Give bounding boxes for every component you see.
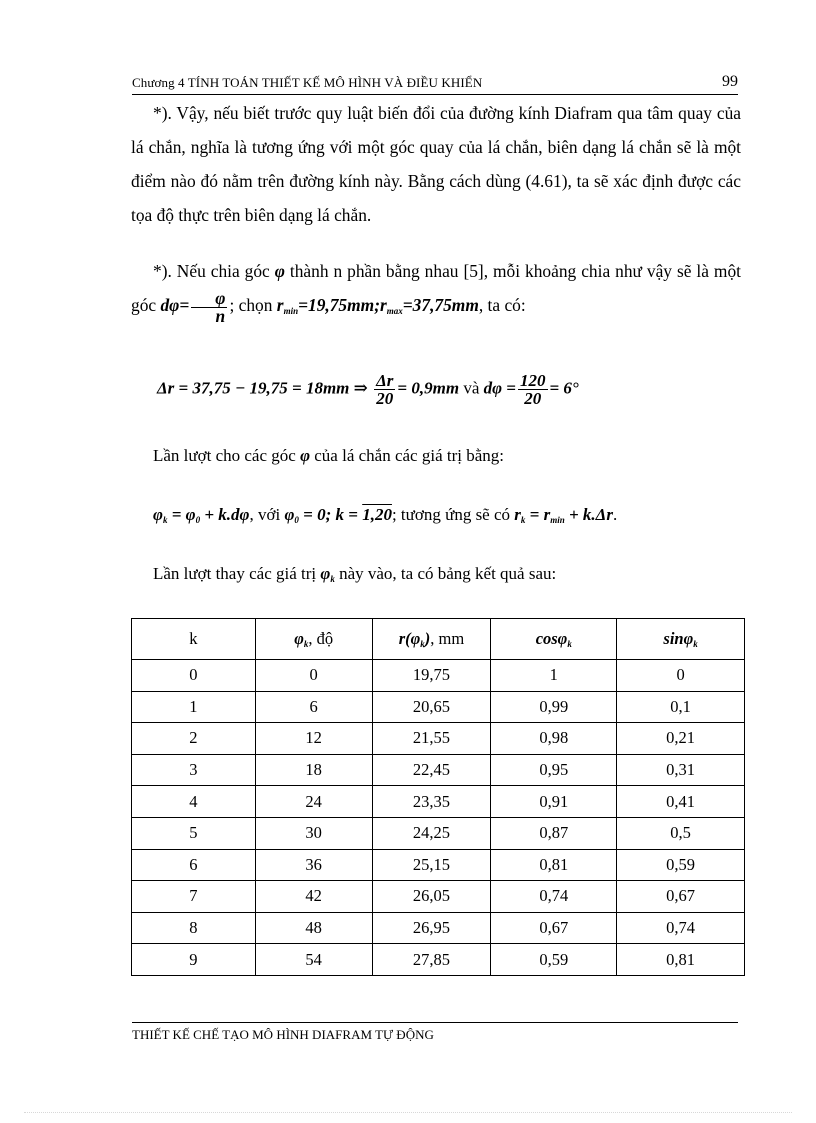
paragraph-2: *). Nếu chia góc φ thành n phần bằng nhau [5], mỗi khoảng chia như vậy sẽ là một góc dφ= $\frac{\varphi}{n}$ ; chọn $r_{min}=19,75mm;r_{max}=37,75mm$, ta có: [131, 261, 741, 326]
table-cell: 6 [255, 691, 372, 723]
table-row [132, 786, 745, 818]
chapter-title: Chương 4 TÍNH TOÁN THIẾT KẾ MÔ HÌNH VÀ ĐIỀU KHIỂN [132, 75, 483, 90]
table-cell: 0,99 [491, 691, 617, 723]
fraction: $\frac{\varphi}{n}$ [191, 290, 227, 325]
table-cell: 0,74 [617, 912, 745, 944]
page-footer: THIẾT KẾ CHẾ TẠO MÔ HÌNH DIAFRAM TỰ ĐỘNG [132, 1022, 738, 1043]
table-cell: 0,74 [491, 881, 617, 913]
page-divider [24, 1112, 792, 1113]
table-header-row [132, 619, 745, 660]
table-cell: 7 [132, 881, 256, 913]
table-cell: 22,45 [372, 754, 491, 786]
table-cell: 24,25 [372, 817, 491, 849]
table-cell: 24 [255, 786, 372, 818]
table-cell: 0,81 [617, 944, 745, 976]
table-cell: 26,95 [372, 912, 491, 944]
table-cell: 0,91 [491, 786, 617, 818]
table-cell: 0,59 [617, 849, 745, 881]
equation-1: Δr = 37,75 − 19,75 = 18mm ⇒ $\frac{\Delta r}{20}$ = 0,9mm và dφ = $\frac{120}{20}$ = 6° [157, 371, 579, 408]
table-body [132, 660, 745, 976]
table-cell: 0 [132, 660, 256, 692]
table-cell: 48 [255, 912, 372, 944]
header-k: k [132, 619, 256, 660]
table-cell: 0,81 [491, 849, 617, 881]
header-r: $r(\varphi_k)$, mm [372, 619, 491, 660]
table-row [132, 944, 745, 976]
table-cell: 0 [617, 660, 745, 692]
table-cell: 30 [255, 817, 372, 849]
table-row [132, 817, 745, 849]
table-row [132, 912, 745, 944]
table-cell: 42 [255, 881, 372, 913]
table-cell: 0,95 [491, 754, 617, 786]
table-cell: 18 [255, 754, 372, 786]
table-row [132, 849, 745, 881]
table-cell: 1 [132, 691, 256, 723]
page-number: 99 [722, 73, 738, 90]
table-cell: 26,05 [372, 881, 491, 913]
table-row [132, 881, 745, 913]
table-cell: 0,31 [617, 754, 745, 786]
table-cell: 54 [255, 944, 372, 976]
table-cell: 12 [255, 723, 372, 755]
table-cell: 0,1 [617, 691, 745, 723]
paragraph-1: *). Vậy, nếu biết trước quy luật biến đổi của đường kính Diafram qua tâm quay của lá chắn, nghĩa là tương ứng với một góc quay của lá chắn, biên dạng lá chắn sẽ là một điểm nào đó nằm trên đường kính này. Bằng cách dùng (4.61), ta sẽ xác định được các tọa độ thực trên biên dạng lá chắn. [131, 103, 741, 225]
table-cell: 5 [132, 817, 256, 849]
header-cos: cosφ$_k$ [491, 619, 617, 660]
r-min-formula: $r_{min}=19,75mm;r_{max}=37,75mm$ [276, 295, 479, 316]
table-cell: 23,35 [372, 786, 491, 818]
table-row [132, 754, 745, 786]
table-cell: 0,67 [491, 912, 617, 944]
table-cell: 0 [255, 660, 372, 692]
table-cell: 27,85 [372, 944, 491, 976]
table-cell: 0,41 [617, 786, 745, 818]
header-phi: $\varphi_k$, độ [255, 619, 372, 660]
table-cell: 21,55 [372, 723, 491, 755]
table-cell: 0,98 [491, 723, 617, 755]
table-cell: 6 [132, 849, 256, 881]
page-header [132, 72, 738, 95]
table-cell: 1 [491, 660, 617, 692]
equation-2: $\varphi_k = \varphi_0 + k.d\varphi$, với $\varphi_0 = 0$; k = 1,20; tương ứng sẽ có $r_k = r_{min} + k.\Delta r$. [153, 505, 618, 525]
table-cell: 25,15 [372, 849, 491, 881]
phi-symbol: φ [274, 261, 285, 281]
table-cell: 0,87 [491, 817, 617, 849]
results-table [131, 618, 745, 976]
header-sin: sinφ$_k$ [617, 619, 745, 660]
table-cell: 3 [132, 754, 256, 786]
table-cell: 0,67 [617, 881, 745, 913]
table-row [132, 723, 745, 755]
paragraph-4: Lần lượt thay các giá trị $\varphi_k$ này vào, ta có bảng kết quả sau: [153, 564, 557, 584]
table-cell: 0,21 [617, 723, 745, 755]
table-cell: 8 [132, 912, 256, 944]
table-cell: 0,59 [491, 944, 617, 976]
table-cell: 19,75 [372, 660, 491, 692]
paragraph-3: Lần lượt cho các góc φ của lá chắn các giá trị bằng: [153, 446, 504, 465]
table-cell: 36 [255, 849, 372, 881]
table-cell: 9 [132, 944, 256, 976]
table-cell: 2 [132, 723, 256, 755]
table-row [132, 660, 745, 692]
table-cell: 20,65 [372, 691, 491, 723]
table-cell: 4 [132, 786, 256, 818]
table-cell: 0,5 [617, 817, 745, 849]
table-row [132, 691, 745, 723]
